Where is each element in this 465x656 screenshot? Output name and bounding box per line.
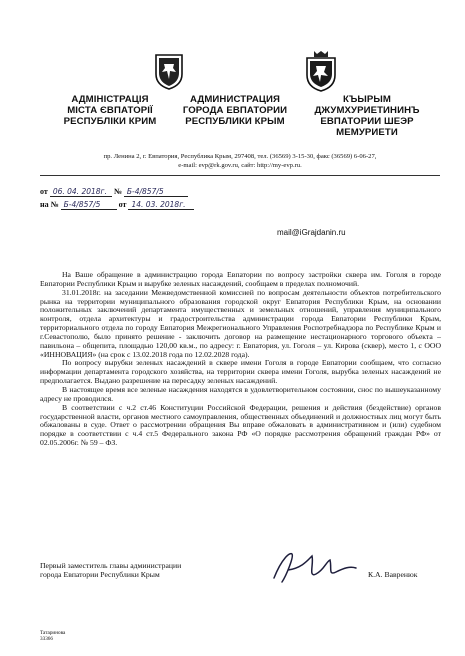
- number-label: №: [113, 187, 122, 196]
- address-line-1: пр. Ленина 2, г. Евпатория, Республика Крым, 297408, тел. (36569) 3-15-30, факс (36569) 6-06-27,: [103, 153, 377, 160]
- on-number-label: на №: [40, 200, 59, 209]
- paragraph-tree-felling: По вопросу вырубки зеленых насаждений в сквере имени Гоголя в городе Евпатории сообщаем, что согласно информации департамента городского хозяйства, на территории сквера имени Гоголя, вырубка зеленых насаждений не предполагается. Выдано разрешение на пересадку зеленых насаждений.: [40, 358, 441, 386]
- signatory-position-line-2: города Евпатории Республики Крым: [40, 570, 160, 579]
- incoming-reference: [40, 200, 194, 210]
- paragraph-appeal-rights: В соответствии с ч.2 ст.46 Конституции Российской Федерации, решения и действия (бездействие) органов государственной власти, органов местного самоуправления, общественных объединений и должностных лиц могут быть обжалованы в суде. Ответ о рассмотрении обращения Вы вправе обжаловать в административном и (или) судебном порядке в соответствии с ч.4 ст.5 Федерального закона РФ «О порядке рассмотрения обращений граждан РФ» от 02.05.2006г. № 59 – ФЗ.: [40, 402, 441, 448]
- outgoing-reference: [40, 187, 188, 197]
- paragraph-intro: На Ваше обращение в администрацию города Евпатории по вопросу застройки сквера им. Гоголя в городе Евпатории Республики Крым и вырубке зеленых насаждений, сообщаем в пределах полномочий.: [40, 270, 441, 288]
- letter-body: [40, 271, 441, 448]
- header-title-russian: АДМИНИСТРАЦИЯ ГОРОДА ЕВПАТОРИИ РЕСПУБЛИКИ КРЫМ: [182, 94, 288, 127]
- executor-info: [40, 630, 65, 643]
- paragraph-commission: 31.01.2018г. на заседании Межведомственной комиссией по вопросам деятельности объектов потребительского рынка на территории муниципального образования городской округ Евпатория Республики Крым, на основании положительных заключений департамента имущественных и земельных отношений, управления муниципального контроля, отдела архитектуры и градостроительства администрации города Евпатории Республики Крым, территориального отдела по городу Евпатория Межрегионального Управления Роспотребнадзора по Республике Крым и г.Севастополю, было принято решение - заключить договор на размещение нестационарного торгового объекта – павильона – общепита, площадью 120,00 кв.м., по адресу: г. Евпатория, ул. Гоголя – ул. Кирова (сквер), место 1, с ООО «ИННОВАЦИЯ» (на срок с 13.02.2018 года по 12.02.2028 года).: [40, 287, 441, 359]
- address-line-2: e-mail: evp@rk.gov.ru, сайт: http://my-evp.ru.: [178, 162, 302, 169]
- from-label: от: [40, 187, 48, 196]
- city-coat-of-arms-right: [304, 50, 338, 92]
- signatory-position: [40, 561, 181, 579]
- signatory-name: К.А. Вавренюк: [368, 570, 418, 579]
- signatory-position-line-1: Первый заместитель главы администрации: [40, 561, 182, 570]
- header-title-ukrainian: АДМІНІСТРАЦІЯ МІСТА ЄВПАТОРІЇ РЕСПУБЛІКИ КРИМ: [63, 94, 157, 127]
- incoming-number: Б-4/857/5: [61, 200, 117, 210]
- incoming-date: 14. 03. 2018г.: [128, 200, 194, 210]
- incoming-from-label: от: [118, 200, 127, 209]
- executor-phone: 33366: [40, 636, 53, 643]
- paragraph-current-state: В настоящее время все зеленые насаждения находятся в удовлетворительном состоянии, снос по вышеуказанному адресу не проводился.: [40, 384, 441, 403]
- executor-name: Татаринова: [40, 630, 66, 636]
- header-title-crimean-tatar: КЪЫРЫМ ДЖУМХУРИЕТИНИНЪ ЕВПАТОРИИ ШЕЭР МЕМУРИЕТИ: [314, 94, 420, 138]
- city-coat-of-arms-left: [154, 52, 184, 90]
- recipient-email: mail@iGrajdanin.ru: [277, 228, 346, 237]
- outgoing-number: Б-4/857/5: [124, 187, 188, 197]
- handwritten-signature: [268, 548, 360, 586]
- header-divider: [40, 175, 440, 176]
- outgoing-date: 06. 04. 2018г.: [50, 187, 112, 197]
